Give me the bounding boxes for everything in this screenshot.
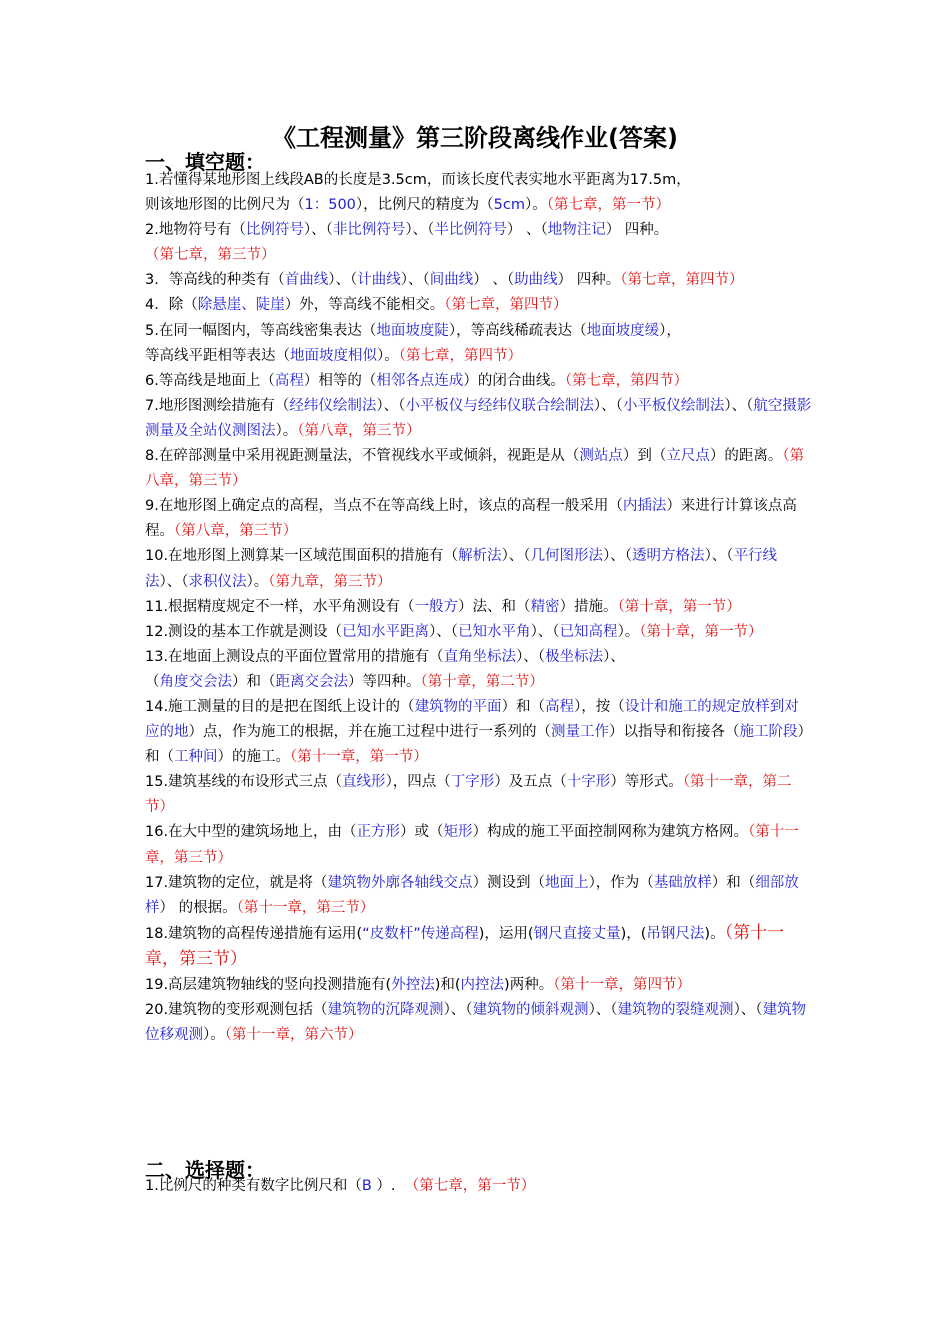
chapter-reference: （第七章，第四节） bbox=[620, 272, 744, 289]
chapter-reference: （第十一章，第四节） bbox=[553, 977, 691, 993]
question-20: 20.建筑物的变形观测包括（建筑物的沉降观测）、（建筑物的倾斜观测）、（建筑物的裂缝观测）、（建筑物位移观测）。（第十一章，第六节） bbox=[145, 1002, 807, 1044]
chapter-reference: （第七章，第三节） bbox=[145, 247, 276, 264]
chapter-reference: （第七章，第一节） bbox=[404, 1178, 536, 1194]
chapter-reference: （第七章，第四节） bbox=[398, 347, 522, 364]
chapter-reference: （第七章，第四节） bbox=[564, 372, 689, 389]
chapter-reference: （第七章，第一节） bbox=[546, 197, 670, 214]
question-9: 9.在地形图上确定点的高程，当点不在等高线上时，该点的高程一般采用（内插法）来进行计算该点高程。（第八章，第三节） bbox=[145, 498, 797, 540]
question-12: 12.测设的基本工作就是测设（已知水平距离）、（已知水平角）、（已知高程）。（第十章，第一节） bbox=[145, 623, 763, 640]
question-7: 7.地形图测绘措施有（经纬仪绘制法）、（小平板仪与经纬仪联合绘制法）、（小平板仪绘制法）、（航空摄影测量及全站仪测图法）。（第八章，第三节） bbox=[145, 397, 812, 439]
page-title: 《工程测量》第三阶段离线作业(答案) bbox=[272, 124, 678, 152]
question-19: 19.高层建筑物轴线的竖向投测措施有(外控法)和(内控法)两种。（第十一章，第四节） bbox=[145, 977, 691, 993]
question-13: 13.在地面上测设点的平面位置常用的措施有（直角坐标法）、（极坐标法）、 （角度交会法）和（距离交会法）等四种。（第十章，第二节） bbox=[145, 648, 625, 690]
chapter-reference: （第十一章，第三节） bbox=[145, 824, 799, 866]
section-heading-multiple-choice: 二、选择题： bbox=[145, 1158, 265, 1182]
section-heading-fill-in: 一、填空题： bbox=[145, 150, 265, 174]
question-11: 11.根据精度规定不一样，水平角测设有（一般方）法、和（精密）措施。（第十章，第一节） bbox=[145, 598, 741, 615]
chapter-reference: （第十章，第二节） bbox=[420, 673, 544, 690]
question-1: 1.若懂得某地形图上线段AB的长度是3.5cm，而该长度代表实地水平距离为17.5m， 则该地形图的比例尺为（1：500），比例尺的精度为（5cm）。（第七章，第一节） bbox=[145, 172, 691, 214]
fill-in-questions bbox=[145, 168, 813, 1048]
question-15: 15.建筑基线的布设形式三点（直线形），四点（丁字形）及五点（十字形）等形式。（第十一章，第二节） bbox=[145, 774, 792, 816]
question-17: 17.建筑物的定位，就是将（建筑物外廓各轴线交点）测设到（地面上），作为（基础放样）和（细部放样） 的根据。（第十一章，第三节） bbox=[145, 874, 799, 916]
chapter-reference: （第十一章，第六节） bbox=[224, 1027, 363, 1044]
question-5: 5.在同一幅图内，等高线密集表达（地面坡度陡），等高线稀疏表达（地面坡度缓）， 等高线平距相等表达（地面坡度相似）。（第七章，第四节） bbox=[145, 322, 681, 364]
question-6: 6.等高线是地面上（高程）相等的（相邻各点连成）的闭合曲线。（第七章，第四节） bbox=[145, 372, 689, 389]
chapter-reference: （第七章，第四节） bbox=[444, 297, 568, 314]
question-16: 16.在大中型的建筑场地上，由（正方形）或（矩形）构成的施工平面控制网称为建筑方格网。（第十一章，第三节） bbox=[145, 824, 799, 866]
question-2: 2.地物符号有（比例符号）、（非比例符号）、（半比例符号） 、（地物注记） 四种。 （第七章，第三节） bbox=[145, 222, 669, 264]
chapter-reference: （第九章，第三节） bbox=[268, 573, 392, 590]
question-18: 18.建筑物的高程传递措施有运用(“皮数杆”传递高程)，运用(钢尺直接丈量)，(吊钢尺法)。（第十一章，第三节） bbox=[145, 922, 785, 969]
choice-questions bbox=[145, 1174, 813, 1199]
chapter-reference: （第八章，第三节） bbox=[145, 448, 805, 490]
choice-question-1: 1.比例尺的种类有数字比例尺和（B ）. （第七章，第一节） bbox=[145, 1178, 536, 1194]
chapter-reference: （第十一章，第一节） bbox=[290, 749, 428, 766]
question-8: 8.在碎部测量中采用视距测量法，不管视线水平或倾斜，视距是从（测站点）到（立尺点）的距离。（第八章，第三节） bbox=[145, 448, 805, 490]
chapter-reference: （第十一章，第三节） bbox=[145, 922, 785, 969]
chapter-reference: （第十章，第一节） bbox=[639, 623, 763, 640]
answer: B bbox=[361, 1178, 372, 1194]
chapter-reference: （第十一章，第三节） bbox=[236, 899, 375, 916]
chapter-reference: （第八章，第三节） bbox=[297, 422, 421, 439]
question-3: 3．等高线的种类有（首曲线）、（计曲线）、（间曲线） 、（助曲线） 四种。（第七章，第四节） bbox=[145, 272, 744, 289]
question-14: 14.施工测量的目的是把在图纸上设计的（建筑物的平面）和（高程），按（设计和施工的规定放样到对应的地）点，作为施工的根据，并在施工过程中进行一系列的（测量工作）以指导和衔接各（施工阶段）和（工种间）的施工。（第十一章，第一节） bbox=[145, 698, 812, 766]
answer: 1：500 bbox=[304, 197, 356, 214]
chapter-reference: （第十章，第一节） bbox=[617, 598, 741, 615]
chapter-reference: （第八章，第三节） bbox=[174, 523, 298, 540]
question-4: 4．除（除悬崖、陡崖）外，等高线不能相交。（第七章，第四节） bbox=[145, 297, 568, 314]
answer: 5cm bbox=[493, 197, 525, 214]
chapter-reference: （第十一章，第二节） bbox=[145, 774, 792, 816]
question-10: 10.在地形图上测算某一区域范围面积的措施有（解析法）、（几何图形法）、（透明方格法）、（平行线法）、（求积仪法）。（第九章，第三节） bbox=[145, 548, 778, 590]
